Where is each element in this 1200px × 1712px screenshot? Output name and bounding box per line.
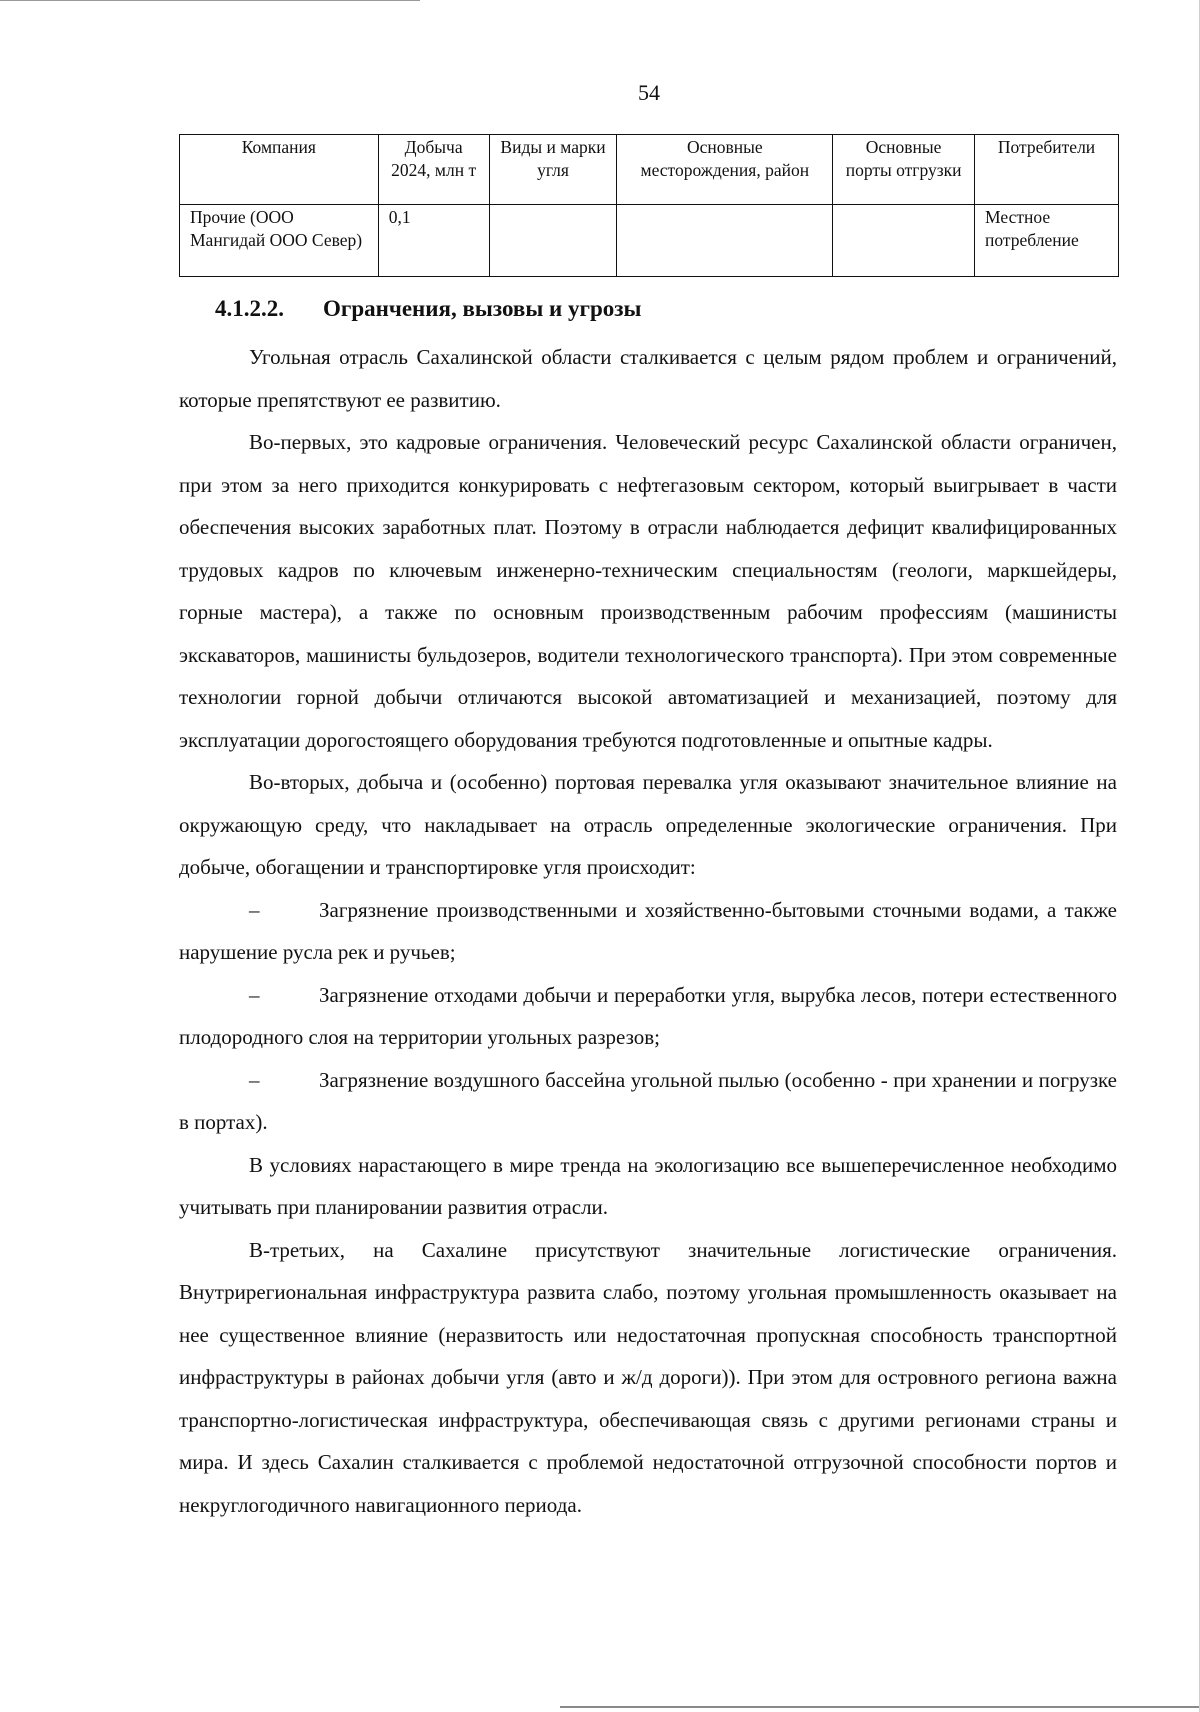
bullet-item — [179, 1059, 1117, 1144]
table-header-row — [180, 135, 1119, 205]
scan-edge-bottom — [560, 1706, 1200, 1708]
cell-deposits — [617, 205, 833, 277]
section-number: 4.1.2.2. — [215, 296, 284, 321]
paragraph: Во-вторых, добыча и (особенно) портовая перевалка угля оказывают значительное влияние на окружающую среду, что накладывает на отрасль определенные экологические ограничения. При добыче, обогащении и транспортировке угля происходит: — [179, 770, 1117, 879]
bullet-text: Загрязнение производственными и хозяйственно-бытовыми сточными водами, а также нарушение русла рек и ручьев; — [179, 897, 1117, 964]
scan-edge-top — [0, 0, 420, 1]
header-production: Добыча 2024, млн т — [378, 135, 489, 205]
table-row — [180, 205, 1119, 277]
cell-coal-types — [489, 205, 617, 277]
paragraph: Угольная отрасль Сахалинской области сталкивается с целым рядом проблем и ограничений, которые препятствуют ее развитию. — [179, 345, 1117, 412]
header-ports: Основные порты отгрузки — [833, 135, 975, 205]
cell-production: 0,1 — [378, 205, 489, 277]
cell-ports — [833, 205, 975, 277]
bullet-item — [179, 889, 1117, 974]
header-consumers: Потребители — [975, 135, 1119, 205]
cell-consumers: Местное потребление — [975, 205, 1119, 277]
section-title: Огранчения, вызовы и угрозы — [323, 296, 642, 321]
header-coal-types: Виды и марки угля — [489, 135, 617, 205]
bullet-dash: – — [249, 897, 260, 922]
paragraph: В условиях нарастающего в мире тренда на экологизацию все вышеперечисленное необходимо учитывать при планировании развития отрасли. — [179, 1152, 1117, 1219]
bullet-item — [179, 974, 1117, 1059]
coal-companies-table — [179, 134, 1119, 277]
header-company: Компания — [180, 135, 379, 205]
cell-company: Прочие (ООО Мангидай ООО Север) — [180, 205, 379, 277]
header-deposits: Основные месторождения, район — [617, 135, 833, 205]
paragraph: Во-первых, это кадровые ограничения. Человеческий ресурс Сахалинской области ограничен, при этом за него приходится конкурировать с нефтегазовым сектором, который выигрывает в части обеспечения высоких заработных плат. Поэтому в отрасли наблюдается дефицит квалифицированных трудовых кадров по ключевым инженерно-техническим специальностям (геологи, маркшейдеры, горные мастера), а также по основным производственным рабочим профессиям (машинисты экскаваторов, машинисты бульдозеров, водители технологического транспорта). При этом современные технологии горной добычи отличаются высокой автоматизацией и механизацией, поэтому для эксплуатации дорогостоящего оборудования требуются подготовленные и опытные кадры. — [179, 430, 1117, 752]
bullet-dash: – — [249, 982, 260, 1007]
section-heading — [215, 296, 642, 322]
paragraph: В-третьих, на Сахалине присутствуют значительные логистические ограничения. Внутрирегиональная инфраструктура развита слабо, поэтому угольная промышленность оказывает на нее существенное влияние (неразвитость или недостаточная пропускная способность транспортной инфраструктуры в районах добычи угля (авто и ж/д дороги)). При этом для островного региона важна транспортно-логистическая инфраструктура, обеспечивающая связь с другими регионами страны и мира. И здесь Сахалин сталкивается с проблемой недостаточной отгрузочной способности портов и некруглогодичного навигационного периода. — [179, 1237, 1117, 1517]
bullet-text: Загрязнение отходами добычи и переработки угля, вырубка лесов, потери естественного плодородного слоя на территории угольных разрезов; — [179, 982, 1117, 1049]
bullet-text: Загрязнение воздушного бассейна угольной пылью (особенно - при хранении и погрузке в портах). — [179, 1067, 1117, 1134]
page-number: 54 — [638, 80, 660, 105]
bullet-dash: – — [249, 1067, 260, 1092]
body-text — [179, 336, 1117, 1526]
